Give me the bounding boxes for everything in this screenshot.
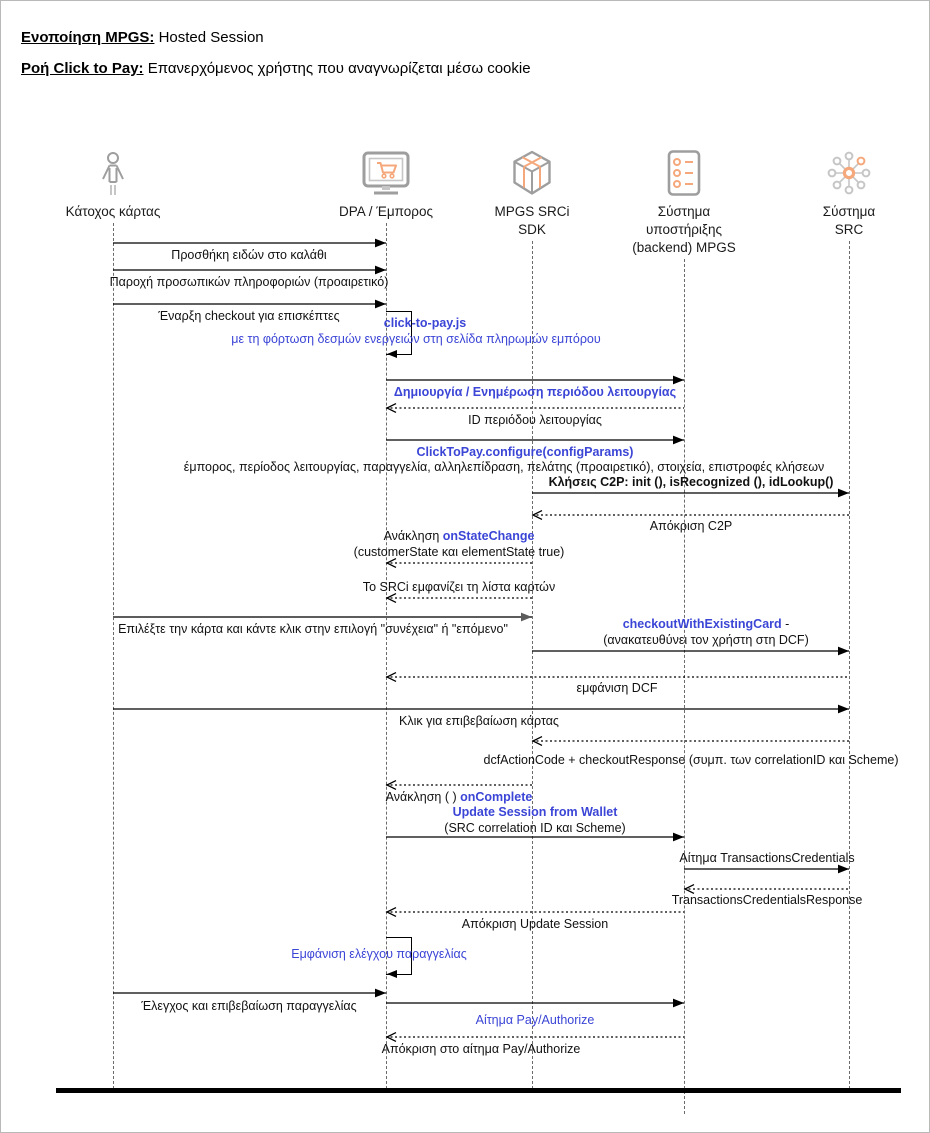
title-label-mpgs-integration: Ενοποίηση MPGS: xyxy=(21,29,155,46)
message-arrow xyxy=(532,734,849,748)
lifeline-mpgs-srci-sdk xyxy=(532,241,533,1089)
actor-src-system xyxy=(754,147,930,239)
message-label-part: Έλεγχος και επιβεβαίωση παραγγελίας xyxy=(141,999,357,1013)
actor-mpgs-backend xyxy=(589,147,779,257)
message-label xyxy=(384,316,466,331)
message-label-part: με τη φόρτωση δεσμών ενεργειών στη σελίδα πληρωμών εμπόρου xyxy=(231,332,601,346)
message-label-part: - xyxy=(781,617,790,631)
message-label-part: Το SRCi εμφανίζει τη λίστα καρτών xyxy=(362,580,556,594)
message-label xyxy=(679,851,854,866)
message-label-part: Ανάκληση xyxy=(383,529,443,543)
message-label xyxy=(650,519,733,534)
message-label-part: Αίτημα Pay/Authorize xyxy=(475,1013,595,1027)
message-label-part: TransactionsCredentialsResponse xyxy=(671,893,863,907)
actor-cardholder xyxy=(18,147,208,221)
message-label-part: ClickToPay.configure(configParams) xyxy=(416,445,634,459)
message-label-part: Κλήσεις C2P: init (), isRecognized (), idLookup() xyxy=(548,475,834,489)
message-label-part: Αίτημα TransactionsCredentials xyxy=(679,851,855,865)
message-label-part: (ανακατευθύνει τον χρήστη στη DCF) xyxy=(603,633,809,647)
message-label-part: Δημιουργία / Ενημέρωση περιόδου λειτουργίας xyxy=(393,385,677,399)
message-label xyxy=(577,681,658,696)
message-label xyxy=(603,633,808,648)
message-label xyxy=(171,248,326,263)
message-label xyxy=(231,332,600,347)
message-label-part: (customerState και elementState true) xyxy=(353,545,565,559)
message-label-part: Επιλέξτε την κάρτα και κάντε κλικ στην επιλογή "συνέχεια" ή "επόμενο" xyxy=(118,622,508,636)
message-label xyxy=(672,893,863,908)
message-label xyxy=(354,545,565,560)
title-value-returning-user: Επανερχόμενος χρήστης που αναγνωρίζεται μέσω cookie xyxy=(143,60,531,77)
message-label-part: Απόκριση στο αίτημα Pay/Authorize xyxy=(381,1042,581,1056)
message-label xyxy=(476,1013,595,1028)
lifeline-cardholder xyxy=(113,223,114,1089)
message-label-part: onComplete xyxy=(460,790,533,804)
message-label-part: dcfActionCode + checkoutResponse (συμπ. των correlationID και Scheme) xyxy=(483,753,899,767)
arrowhead xyxy=(387,970,397,978)
message-label xyxy=(158,309,339,324)
diagram-title-line2 xyxy=(21,60,531,77)
message-arrow xyxy=(386,996,684,1010)
message-label-part: onStateChange xyxy=(442,529,535,543)
message-label-part: Κλικ για επιβεβαίωση κάρτας xyxy=(399,714,559,728)
message-label xyxy=(417,445,634,460)
actor-label-cardholder: Κάτοχος κάρτας xyxy=(65,204,161,219)
network-icon xyxy=(754,147,930,197)
message-label xyxy=(386,790,533,805)
message-label-part: Έναρξη checkout για επισκέπτες xyxy=(158,309,340,323)
server-list-icon xyxy=(589,147,779,197)
message-label-part: ID περιόδου λειτουργίας xyxy=(468,413,602,427)
message-label-part: Παροχή προσωπικών πληροφοριών (προαιρετικό) xyxy=(109,275,389,289)
message-label xyxy=(623,617,790,632)
actor-label-src-system: Σύστημα SRC xyxy=(822,204,876,237)
lifeline-src-system xyxy=(849,241,850,1089)
message-label xyxy=(453,805,618,820)
message-label xyxy=(444,821,625,836)
message-label-part: εμφάνιση DCF xyxy=(576,681,658,695)
message-label xyxy=(394,385,676,400)
message-label xyxy=(291,947,467,962)
message-label xyxy=(468,413,602,428)
person-icon xyxy=(18,147,208,197)
bottom-terminator-bar xyxy=(56,1088,901,1093)
message-arrow xyxy=(113,986,386,1000)
message-label xyxy=(399,714,559,729)
message-label-part: (SRC correlation ID και Scheme) xyxy=(444,821,626,835)
message-label xyxy=(549,475,834,490)
actor-label-mpgs-backend: Σύστημα υποστήριξης (backend) MPGS xyxy=(632,204,736,255)
message-label-part: Update Session from Wallet xyxy=(452,805,618,819)
message-label xyxy=(184,460,824,475)
message-label-part: checkoutWithExistingCard xyxy=(622,617,782,631)
lifeline-mpgs-backend xyxy=(684,259,685,1114)
message-label xyxy=(462,917,608,932)
message-label-part: Απόκριση C2P xyxy=(649,519,733,533)
message-label-part: click-to-pay.js xyxy=(383,316,467,330)
message-label-part: Ανάκληση ( ) xyxy=(385,790,461,804)
title-value-hosted-session: Hosted Session xyxy=(154,29,264,46)
message-label-part: Προσθήκη ειδών στο καλάθι xyxy=(171,248,327,262)
message-label xyxy=(118,622,508,637)
title-label-click-to-pay-flow: Ροή Click to Pay: xyxy=(21,60,144,77)
message-label xyxy=(363,580,555,595)
message-label-part: Εμφάνιση ελέγχου παραγγελίας xyxy=(291,947,467,961)
message-label xyxy=(110,275,389,290)
message-label xyxy=(382,1042,581,1057)
arrowhead xyxy=(387,350,397,358)
message-label xyxy=(484,753,899,768)
message-label xyxy=(384,529,535,544)
message-label-part: Απόκριση Update Session xyxy=(461,917,609,931)
message-label-part: έμπορος, περίοδος λειτουργίας, παραγγελία, αλληλεπίδραση, πελάτης (προαιρετικό), στοιχεία, επιστροφές κλήσεων xyxy=(183,460,825,474)
actor-label-dpa-merchant: DPA / Έμπορος xyxy=(339,204,433,219)
message-label xyxy=(141,999,356,1014)
diagram-title-line1 xyxy=(21,29,264,46)
actor-label-mpgs-srci-sdk: MPGS SRCi SDK xyxy=(494,204,570,237)
